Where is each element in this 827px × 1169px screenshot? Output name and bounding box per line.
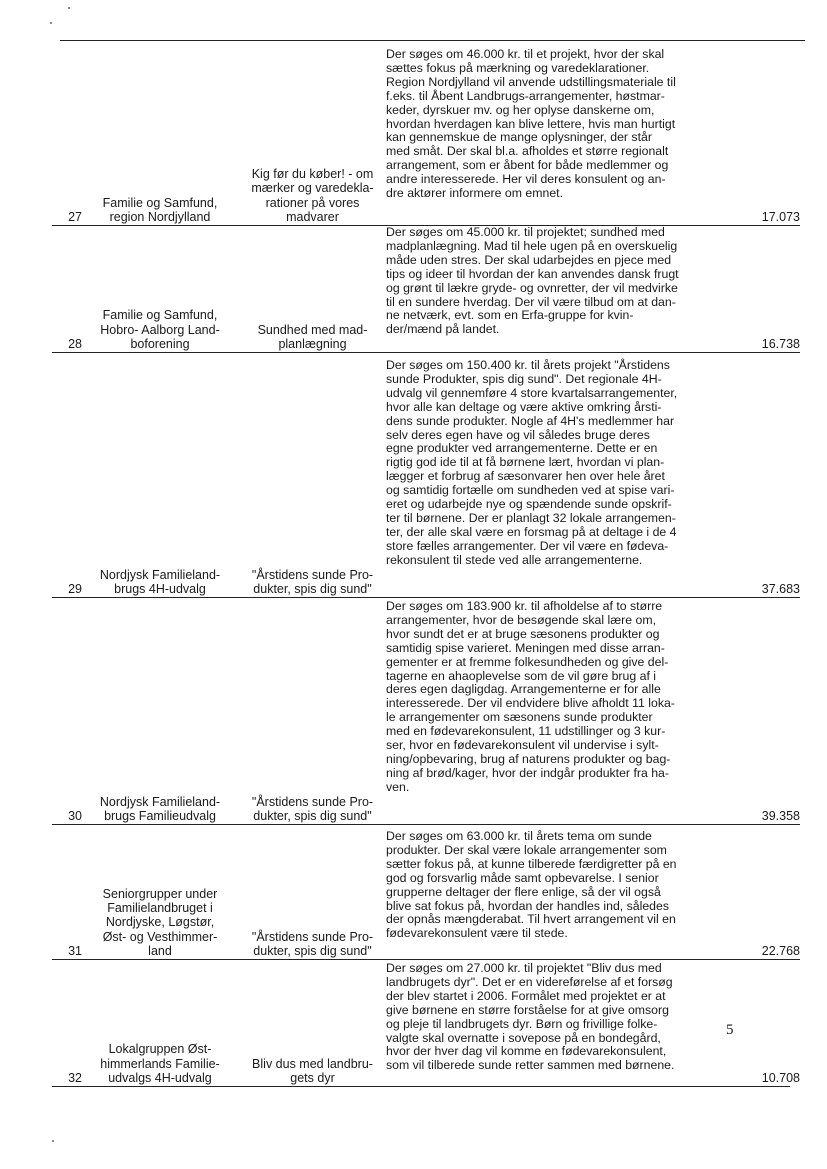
row-rule (52, 824, 800, 825)
row-number: 32 (68, 1071, 82, 1085)
row-number: 28 (68, 337, 82, 351)
project-title-cell: "Årstidens sunde Pro- dukter, spis dig sund" (251, 794, 374, 823)
project-title-cell: Sundhed med mad- planlægning (257, 322, 368, 351)
amount-cell: 37.683 (761, 582, 800, 596)
page-number: 5 (726, 1022, 734, 1038)
project-title-cell: "Årstidens sunde Pro- dukter, spis dig sund" (251, 567, 374, 596)
amount-cell: 22.768 (761, 944, 800, 958)
table-row (0, 222, 827, 353)
description-cell: Der søges om 63.000 kr. til årets tema om sunde produkter. Der skal være lokale arrangementer som sætter fokus på, at kunne tilberede færdigretter på en god og forsvarlig måde samt opbevarelse. I senior grupperne deltager der flere enlige, så der vil også blive sat fokus på, hvordan der handles ind, således der opnås mængderabat. Til hvert arrangement vil en fødevarekonsulent være til stede. (386, 829, 677, 941)
table-row (0, 355, 827, 598)
row-number: 27 (68, 210, 82, 224)
description-cell: Der søges om 183.900 kr. til afholdelse af to større arrangementer, hvor de besøgende skal lære om, hvor sundt det er at bruge sæsonens produkter og samtidig spise varieret. Meningen med disse arran- gementer er at fremme folkesundheden og give del- tagerne en ahaoplevelse som de vil gøre brug af i deres egen dagligdag. Arrangementerne er for alle interesserede. Der vil endvidere blive afholdt 11 loka- le arrangementer om sæsonens sunde produkter med en fødevarekonsulent, 11 udstillinger og 3 kur- ser, hvor en fødevarekonsulent vil undervise i sylt- ning/opbevaring, brug af naturens produkter og bag- ning af brød/kager, hvor der indgår produkter fra ha- ven. (386, 599, 675, 794)
organisation-cell: Nordjysk Familieland- brugs 4H-udvalg (99, 567, 221, 596)
organisation-cell: Seniorgrupper under Familielandbruget i Nordjyske, Løgstør, Øst- og Vesthimmer- land (102, 886, 218, 958)
project-title-cell: Kig før du køber! - om mærker og varedekla- rationer på vores madvarer (251, 167, 374, 224)
table-row (0, 826, 827, 960)
table-row (0, 596, 827, 825)
description-cell: Der søges om 45.000 kr. til projektet; sundhed med madplanlægning. Mad til hele ugen på en overskuelig måde uden stres. Der skal udarbejdes en pjece med tips og ideer til hvordan der kan anvendes dansk frugt og grønt til lækre gryde- og ovnretter, der vil medvirke til en sundere hverdag. Der vil være tilbud om at dan- ne netværk, evt. som en Erfa-gruppe for kvin- der/mænd på landet. (386, 225, 679, 337)
scan-speck (68, 7, 70, 9)
scan-speck (50, 22, 52, 24)
description-cell: Der søges om 46.000 kr. til et projekt, hvor der skal sættes fokus på mærkning og varedeklarationer. Region Nordjylland vil anvende udstillingsmateriale til f.eks. til Åbent Landbrugs-arrangementer, høstmar- keder, dyrskuer mv. og her oplyse danskerne om, hvordan hverdagen kan blive lettere, hvis man hurtigt kan gennemskue de mange oplysninger, der står med småt. Der skal bl.a. afholdes et større regionalt arrangement, som er åbent for både medlemmer og andre interesserede. Her vil deres konsulent og an- dre aktører informere om emnet. (386, 47, 676, 201)
amount-cell: 10.708 (761, 1071, 800, 1085)
project-title-cell: Bliv dus med landbru- gets dyr (252, 1056, 373, 1085)
table-row (0, 958, 827, 1087)
amount-cell: 39.358 (761, 809, 800, 823)
row-number: 29 (68, 582, 82, 596)
row-rule (52, 352, 800, 353)
scan-speck (52, 1140, 54, 1142)
row-number: 31 (68, 944, 82, 958)
table-top-rule (60, 40, 805, 41)
project-title-cell: "Årstidens sunde Pro- dukter, spis dig sund" (251, 929, 374, 958)
row-number: 30 (68, 809, 82, 823)
organisation-cell: Familie og Samfund, Hobro- Aalborg Land- boforening (100, 308, 220, 351)
row-rule (52, 1086, 790, 1087)
organisation-cell: Familie og Samfund, region Nordjylland (102, 195, 218, 224)
description-cell: Der søges om 27.000 kr. til projektet "Bliv dus med landbrugets dyr". Det er en videreførelse af et forsøg der blev startet i 2006. Formålet med projektet er at give børnene en større forståelse for at give omsorg og pleje til landbrugets dyr. Børn og frivillige folke- valgte skal overnatte i sovepose på en bondegård, hvor der hver dag vil komme en fødevarekonsulent, som vil tilberede sunde retter sammen med børnene. (386, 961, 675, 1073)
organisation-cell: Nordjysk Familieland- brugs Familieudvalg (99, 794, 221, 823)
table-row (0, 44, 827, 226)
organisation-cell: Lokalgruppen Øst- himmerlands Familie- udvalgs 4H-udvalg (100, 1042, 220, 1085)
amount-cell: 16.738 (761, 337, 800, 351)
amount-cell: 17.073 (761, 210, 800, 224)
description-cell: Der søges om 150.400 kr. til årets projekt "Årstidens sunde Produkter, spis dig sund". Det regionale 4H- udvalg vil gennemføre 4 store kvartalsarrangementer, hvor alle kan deltage og være aktive omkring årsti- dens sunde produkter. Nogle af 4H's medlemmer har selv deres egen have og vil således bruge deres egne produkter ved arrangementerne. Dette er en rigtig god ide til at få børnene lært, hvordan vi plan- lægger et forbrug af sæsonvarer hen over hele året og samtidig fortælle om sundheden ved at spise vari- eret og udarbejde nye og spændende sunde opskrif- ter til børnene. Der er planlagt 32 lokale arrangemen- ter, der alle skal være en forsmag på at deltage i de 4 store fælles arrangementer. Der vil være en fødeva- rekonsulent til stede ved alle arrangementerne. (386, 358, 678, 567)
